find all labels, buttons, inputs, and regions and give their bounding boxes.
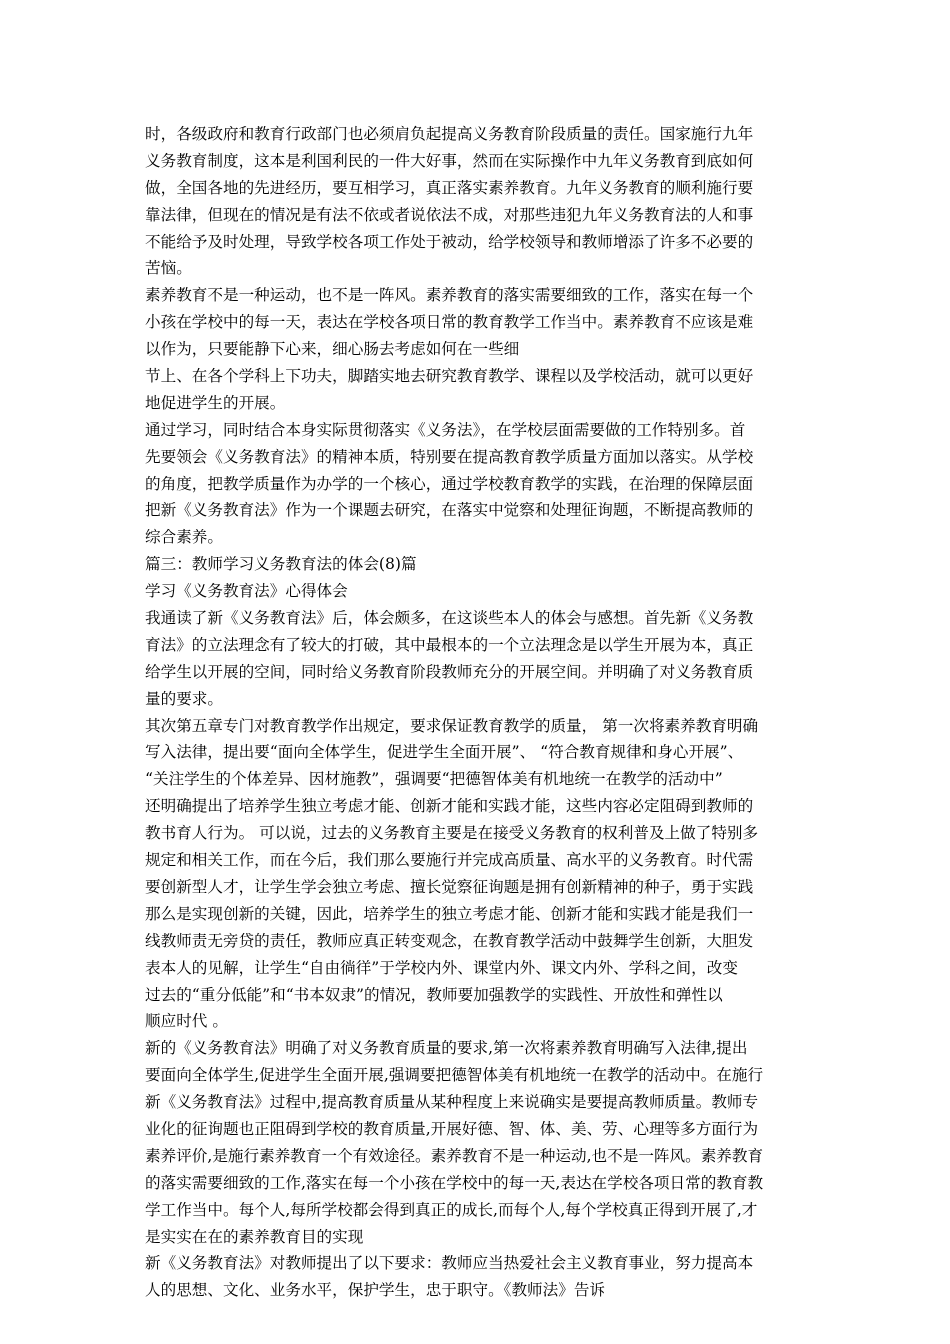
text-line: 过去的“重分低能”和“书本奴隶”的情况，教师要加强教学的实践性、开放性和弹性以 bbox=[145, 985, 723, 1004]
text-line: 顺应时代 。 bbox=[145, 1012, 228, 1031]
text-line: 新的《义务教育法》明确了对义务教育质量的要求,第一次将素养教育明确写入法律,提出 bbox=[145, 1039, 748, 1058]
text-line: 人的思想、文化、业务水平，保护学生，忠于职守。《教师法》告诉 bbox=[145, 1281, 606, 1300]
text-line: 做，全国各地的先进经历，要互相学习，真正落实素养教育。九年义务教育的顺利施行要 bbox=[145, 178, 754, 197]
text-line: 地促进学生的开展。 bbox=[145, 393, 286, 412]
text-line: 学工作当中。每个人,每所学校都会得到真正的成长,而每个人,每个学校真正得到开展了,才 bbox=[145, 1200, 758, 1219]
text-line: 教书育人行为。 可以说，过去的义务教育主要是在接受义务教育的权利普及上做了特别多 bbox=[145, 824, 759, 843]
text-line: 的落实需要细致的工作,落实在每一个小孩在学校中的每一天,表达在学校各项日常的教育教 bbox=[145, 1173, 764, 1192]
text-line: 综合素养。 bbox=[145, 528, 223, 547]
text-line: 素养评价,是施行素养教育一个有效途径。素养教育不是一种运动,也不是一阵风。素养教育 bbox=[145, 1146, 764, 1165]
document-body bbox=[145, 121, 815, 1331]
text-line: 线教师责无旁贷的责任，教师应真正转变观念，在教育教学活动中鼓舞学生创新，大胆发 bbox=[145, 931, 754, 950]
text-line: 给学生以开展的空间，同时给义务教育阶段教师充分的开展空间。并明确了对义务教育质 bbox=[145, 662, 754, 681]
text-line: 通过学习，同时结合本身实际贯彻落实《义务法》，在学校层面需要做的工作特别多。首 bbox=[145, 420, 746, 439]
text-line: 那么是实现创新的关键，因此，培养学生的独立考虑才能、创新才能和实践才能是我们一 bbox=[145, 904, 754, 923]
text-line: 我通读了新《义务教育法》后，体会颇多，在这谈些本人的体会与感想。首先新《义务教 bbox=[145, 609, 754, 628]
text-line: 素养教育不是一种运动，也不是一阵风。素养教育的落实需要细致的工作，落实在每一个 bbox=[145, 286, 754, 305]
text-line bbox=[145, 1304, 815, 1331]
text-line: 苦恼。 bbox=[145, 259, 192, 278]
text-line: 靠法律，但现在的情况是有法不依或者说依法不成，对那些违犯九年义务教育法的人和事 bbox=[145, 205, 754, 224]
text-line: 其次第五章专门对教育教学作出规定，要求保证教育教学的质量， 第一次将素养教育明确 bbox=[145, 716, 759, 735]
text-line: 育法》的立法理念有了较大的打破，其中最根本的一个立法理念是以学生开展为本，真正 bbox=[145, 635, 754, 654]
text-line: 还明确提出了培养学生独立考虑才能、创新才能和实践才能，这些内容必定阻碍到教师的 bbox=[145, 797, 754, 816]
text-line: 义务教育制度，这本是利国利民的一件大好事，然而在实际操作中九年义务教育到底如何 bbox=[145, 151, 754, 170]
text-line: 新《义务教育法》对教师提出了以下要求：教师应当热爱社会主义教育事业，努力提高本 bbox=[145, 1254, 754, 1273]
text-line: “关注学生的个体差异、因材施教”，强调要“把德智体美有机地统一在教学的活动中” bbox=[145, 770, 723, 789]
text-line: 量的要求。 bbox=[145, 689, 223, 708]
text-line: 规定和相关工作，而在今后，我们那么要施行并完成高质量、高水平的义务教育。时代需 bbox=[145, 851, 754, 870]
text-line: 节上、在各个学科上下功夫，脚踏实地去研究教育教学、课程以及学校活动，就可以更好 bbox=[145, 367, 754, 386]
text-line: 表本人的见解，让学生“自由徜徉”于学校内外、课堂内外、课文内外、学科之间，改变 bbox=[145, 958, 738, 977]
text-line: 写入法律，提出要“面向全体学生，促进学生全面开展”、 “符合教育规律和身心开展”、 bbox=[145, 743, 744, 762]
text-line: 新《义务教育法》过程中,提高教育质量从某种程度上来说确实是要提高教师质量。教师专 bbox=[145, 1093, 759, 1112]
text-line: 小孩在学校中的每一天，表达在学校各项日常的教育教学工作当中。素养教育不应该是难 bbox=[145, 313, 754, 332]
text-line: 先要领会《义务教育法》的精神本质，特别要在提高教育教学质量方面加以落实。从学校 bbox=[145, 447, 754, 466]
text-line: 是实实在在的素养教育目的实现 bbox=[145, 1227, 364, 1246]
section-heading: 篇三：教师学习义务教育法的体会(8)篇 bbox=[145, 555, 417, 574]
text-line: 以作为，只要能静下心来，细心肠去考虑如何在一些细 bbox=[145, 340, 520, 359]
text-line: 要创新型人才，让学生学会独立考虑、擅长觉察征询题是拥有创新精神的种子，勇于实践 bbox=[145, 877, 754, 896]
text-line: 要面向全体学生,促进学生全面开展,强调要把德智体美有机地统一在教学的活动中。在施行 bbox=[145, 1066, 764, 1085]
article-title: 学习《义务教育法》心得体会 bbox=[145, 582, 348, 601]
text-line: 把新《义务教育法》作为一个课题去研究，在落实中觉察和处理征询题，不断提高教师的 bbox=[145, 501, 754, 520]
text-line: 不能给予及时处理，导致学校各项工作处于被动，给学校领导和教师增添了许多不必要的 bbox=[145, 232, 754, 251]
text-line: 时，各级政府和教育行政部门也必须肩负起提高义务教育阶段质量的责任。国家施行九年 bbox=[145, 125, 754, 143]
text-line: 的角度，把教学质量作为办学的一个核心，通过学校教育教学的实践，在治理的保障层面 bbox=[145, 474, 754, 493]
text-line: 业化的征询题也正阻碍到学校的教育质量,开展好德、智、体、美、劳、心理等多方面行为 bbox=[145, 1119, 759, 1138]
